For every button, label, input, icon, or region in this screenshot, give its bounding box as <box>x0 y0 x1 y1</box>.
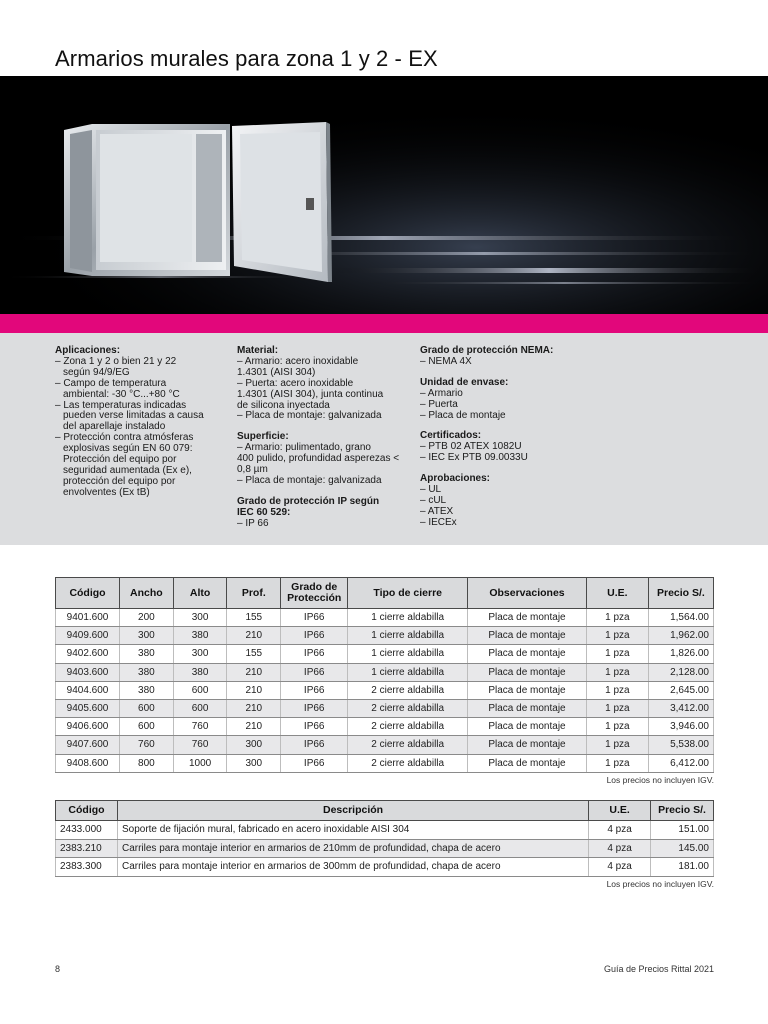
table-cell: 9404.600 <box>56 681 120 699</box>
table-cell: 600 <box>173 681 227 699</box>
spec-block <box>420 431 620 464</box>
price-note: Los precios no incluyen IGV. <box>606 879 714 889</box>
table-cell: Placa de montaje <box>468 645 587 663</box>
table-cell: 9407.600 <box>56 736 120 754</box>
table-header-row <box>56 801 714 821</box>
table-row <box>56 627 714 645</box>
table-cell: 2 cierre aldabilla <box>348 681 468 699</box>
table-cell: IP66 <box>281 699 348 717</box>
table-cell: Placa de montaje <box>468 627 587 645</box>
column-header: Precio S/. <box>648 578 713 609</box>
spec-line: pueden verse limitadas a causa <box>63 410 204 422</box>
spec-line: – UL <box>420 484 442 496</box>
spec-line: protección del equipo por <box>63 475 176 487</box>
column-header: Tipo de cierre <box>348 578 468 609</box>
table-cell: 210 <box>227 681 281 699</box>
spec-line: 1.4301 (AISI 304), junta continua <box>237 388 384 400</box>
table-row <box>56 718 714 736</box>
table-cell: 9405.600 <box>56 699 120 717</box>
spec-line: – IP 66 <box>237 517 269 529</box>
table-cell: 210 <box>227 663 281 681</box>
spec-heading: Material: <box>237 345 279 356</box>
spec-line: – Placa de montaje <box>420 409 506 421</box>
table-row <box>56 663 714 681</box>
spec-line: ambiental: -30 °C...+80 °C <box>63 388 180 400</box>
spec-line: seguridad aumentada (Ex e), <box>63 464 192 476</box>
spec-line: – Puerta: acero inoxidable <box>237 377 354 389</box>
spec-line: – NEMA 4X <box>420 355 472 367</box>
table-cell: Soporte de fijación mural, fabricado en acero inoxidable AISI 304 <box>117 821 588 840</box>
column-header: U.E. <box>589 801 651 821</box>
spec-heading: Certificados: <box>420 430 482 442</box>
spec-line: – Protección contra atmósferas <box>55 432 194 444</box>
table-row <box>56 681 714 699</box>
table-cell: 300 <box>173 645 227 663</box>
spec-heading: IEC 60 529: <box>237 506 291 518</box>
column-header: Grado de Protección <box>281 578 348 609</box>
table-cell: 3,946.00 <box>648 718 713 736</box>
table-cell: 300 <box>227 736 281 754</box>
spec-heading: Superficie: <box>237 431 289 443</box>
table-cell: 9402.600 <box>56 645 120 663</box>
table-cell: 1,564.00 <box>648 609 713 627</box>
table-cell: 155 <box>227 645 281 663</box>
table-cell: 4 pza <box>589 839 651 858</box>
table-header-row <box>56 578 714 609</box>
table-cell: 2 cierre aldabilla <box>348 718 468 736</box>
table-cell: 1,826.00 <box>648 645 713 663</box>
table-cell: 181.00 <box>651 858 714 877</box>
table-cell: IP66 <box>281 718 348 736</box>
table-row <box>56 699 714 717</box>
table-cell: 5,538.00 <box>648 736 713 754</box>
table-cell: 380 <box>120 663 174 681</box>
table-cell: IP66 <box>281 681 348 699</box>
table-cell: 600 <box>120 718 174 736</box>
table-cell: 1 pza <box>586 627 648 645</box>
table-cell: 300 <box>173 609 227 627</box>
table-cell: 9403.600 <box>56 663 120 681</box>
table-cell: 2383.210 <box>56 839 118 858</box>
table-cell: 1 pza <box>586 681 648 699</box>
spec-block <box>420 378 620 422</box>
table-row <box>56 609 714 627</box>
table-cell: 1 pza <box>586 754 648 772</box>
table-cell: 380 <box>120 645 174 663</box>
table-row <box>56 645 714 663</box>
spec-line: – Armario <box>420 387 463 399</box>
table-cell: 2433.000 <box>56 821 118 840</box>
table-cell: 151.00 <box>651 821 714 840</box>
enclosure-photo-icon <box>0 76 768 314</box>
table-cell: 4 pza <box>589 858 651 877</box>
spec-column <box>420 346 620 539</box>
spec-line: 0,8 µm <box>237 464 268 476</box>
spec-line: – IECEx <box>420 516 457 528</box>
table-cell: 380 <box>173 663 227 681</box>
accent-band <box>0 314 768 333</box>
spec-line: – Zona 1 y 2 o bien 21 y 22 <box>55 355 177 367</box>
table-cell: 1 pza <box>586 663 648 681</box>
table-row <box>56 821 714 840</box>
table-cell: 2 cierre aldabilla <box>348 736 468 754</box>
table-cell: 300 <box>120 627 174 645</box>
hero-image <box>0 76 768 314</box>
spec-block <box>237 432 409 487</box>
table-cell: 210 <box>227 699 281 717</box>
table-cell: 760 <box>173 718 227 736</box>
spec-line: explosivas según EN 60 079: <box>63 443 193 455</box>
table-cell: 1 cierre aldabilla <box>348 609 468 627</box>
spec-block <box>420 474 620 529</box>
table-cell: 210 <box>227 718 281 736</box>
products-table <box>55 577 714 773</box>
spec-line: – Armario: acero inoxidable <box>237 355 359 367</box>
table-cell: Placa de montaje <box>468 718 587 736</box>
table-cell: Placa de montaje <box>468 754 587 772</box>
spec-line: – Placa de montaje: galvanizada <box>237 410 382 422</box>
spec-line: – Placa de montaje: galvanizada <box>237 474 382 486</box>
specs-panel <box>0 333 768 545</box>
column-header: Código <box>56 801 118 821</box>
table-cell: 760 <box>120 736 174 754</box>
spec-line: Protección del equipo por <box>63 454 177 466</box>
column-header: Prof. <box>227 578 281 609</box>
page-number: 8 <box>55 964 61 974</box>
table-cell: Carriles para montaje interior en armarios de 210mm de profundidad, chapa de acero <box>117 839 588 858</box>
spec-line: – IEC Ex PTB 09.0033U <box>420 452 528 464</box>
spec-block <box>420 346 620 368</box>
spec-heading: Grado de protección NEMA: <box>420 345 554 356</box>
table-cell: 1 pza <box>586 609 648 627</box>
spec-line: del aparellaje instalado <box>63 421 166 433</box>
table-cell: 3,412.00 <box>648 699 713 717</box>
table-cell: IP66 <box>281 663 348 681</box>
column-header: Descripción <box>117 801 588 821</box>
table-cell: 1 pza <box>586 736 648 754</box>
spec-heading: Aplicaciones: <box>55 345 121 356</box>
table-cell: Placa de montaje <box>468 663 587 681</box>
spec-line: – cUL <box>420 494 447 506</box>
spec-line: según 94/9/EG <box>63 366 130 378</box>
spec-line: 400 pulido, profundidad asperezas < <box>237 453 400 465</box>
table-cell: 380 <box>173 627 227 645</box>
table-cell: 1 cierre aldabilla <box>348 627 468 645</box>
table-cell: IP66 <box>281 627 348 645</box>
spec-line: – Campo de temperatura <box>55 377 167 389</box>
table-cell: 2 cierre aldabilla <box>348 699 468 717</box>
table-cell: IP66 <box>281 645 348 663</box>
spec-line: – Las temperaturas indicadas <box>55 399 187 411</box>
table-cell: 600 <box>173 699 227 717</box>
table-cell: IP66 <box>281 609 348 627</box>
table-cell: 1 cierre aldabilla <box>348 663 468 681</box>
table-cell: 6,412.00 <box>648 754 713 772</box>
table-cell: IP66 <box>281 736 348 754</box>
table-cell: 1000 <box>173 754 227 772</box>
table-row <box>56 839 714 858</box>
table-cell: Carriles para montaje interior en armarios de 300mm de profundidad, chapa de acero <box>117 858 588 877</box>
spec-column <box>237 346 409 540</box>
table-cell: 300 <box>227 754 281 772</box>
table-cell: 210 <box>227 627 281 645</box>
table-cell: 9406.600 <box>56 718 120 736</box>
table-cell: 2,645.00 <box>648 681 713 699</box>
spec-block <box>237 497 409 530</box>
table-cell: 9401.600 <box>56 609 120 627</box>
footer-title: Guía de Precios Rittal 2021 <box>603 964 714 974</box>
table-cell: Placa de montaje <box>468 699 587 717</box>
table-row <box>56 754 714 772</box>
table-row <box>56 858 714 877</box>
spec-line: – Puerta <box>420 398 458 410</box>
table-cell: 2 cierre aldabilla <box>348 754 468 772</box>
spec-heading: Unidad de envase: <box>420 376 509 388</box>
spec-block <box>55 346 225 499</box>
table-cell: 155 <box>227 609 281 627</box>
spec-line: – ATEX <box>420 505 454 517</box>
table-cell: 1 pza <box>586 645 648 663</box>
table-cell: 800 <box>120 754 174 772</box>
spec-line: envolventes (Ex tB) <box>63 486 150 498</box>
page-title: Armarios murales para zona 1 y 2 - EX <box>55 46 438 71</box>
column-header: Observaciones <box>468 578 587 609</box>
table-cell: 600 <box>120 699 174 717</box>
table-cell: IP66 <box>281 754 348 772</box>
table-cell: 1 pza <box>586 699 648 717</box>
table-cell: 1,962.00 <box>648 627 713 645</box>
column-header: Ancho <box>120 578 174 609</box>
spec-heading: Grado de protección IP según <box>237 495 380 507</box>
table-cell: 145.00 <box>651 839 714 858</box>
spec-block <box>237 346 409 422</box>
table-row <box>56 736 714 754</box>
table-cell: Placa de montaje <box>468 609 587 627</box>
spec-line: – Armario: pulimentado, grano <box>237 442 371 454</box>
table-cell: 200 <box>120 609 174 627</box>
spec-line: 1.4301 (AISI 304) <box>237 366 316 378</box>
table-cell: 4 pza <box>589 821 651 840</box>
table-cell: Placa de montaje <box>468 681 587 699</box>
column-header: U.E. <box>586 578 648 609</box>
table-cell: 2,128.00 <box>648 663 713 681</box>
table-cell: 9409.600 <box>56 627 120 645</box>
column-header: Precio S/. <box>651 801 714 821</box>
spec-heading: Aprobaciones: <box>420 473 491 485</box>
table-cell: 760 <box>173 736 227 754</box>
table-cell: 380 <box>120 681 174 699</box>
table-cell: Placa de montaje <box>468 736 587 754</box>
price-note: Los precios no incluyen IGV. <box>606 775 714 785</box>
column-header: Código <box>56 578 120 609</box>
table-cell: 2383.300 <box>56 858 118 877</box>
spec-line: – PTB 02 ATEX 1082U <box>420 441 522 453</box>
table-cell: 9408.600 <box>56 754 120 772</box>
spec-line: de silicona inyectada <box>237 399 330 411</box>
table-cell: 1 cierre aldabilla <box>348 645 468 663</box>
table-cell: 1 pza <box>586 718 648 736</box>
accessories-table <box>55 800 714 877</box>
spec-column <box>55 346 225 509</box>
column-header: Alto <box>173 578 227 609</box>
